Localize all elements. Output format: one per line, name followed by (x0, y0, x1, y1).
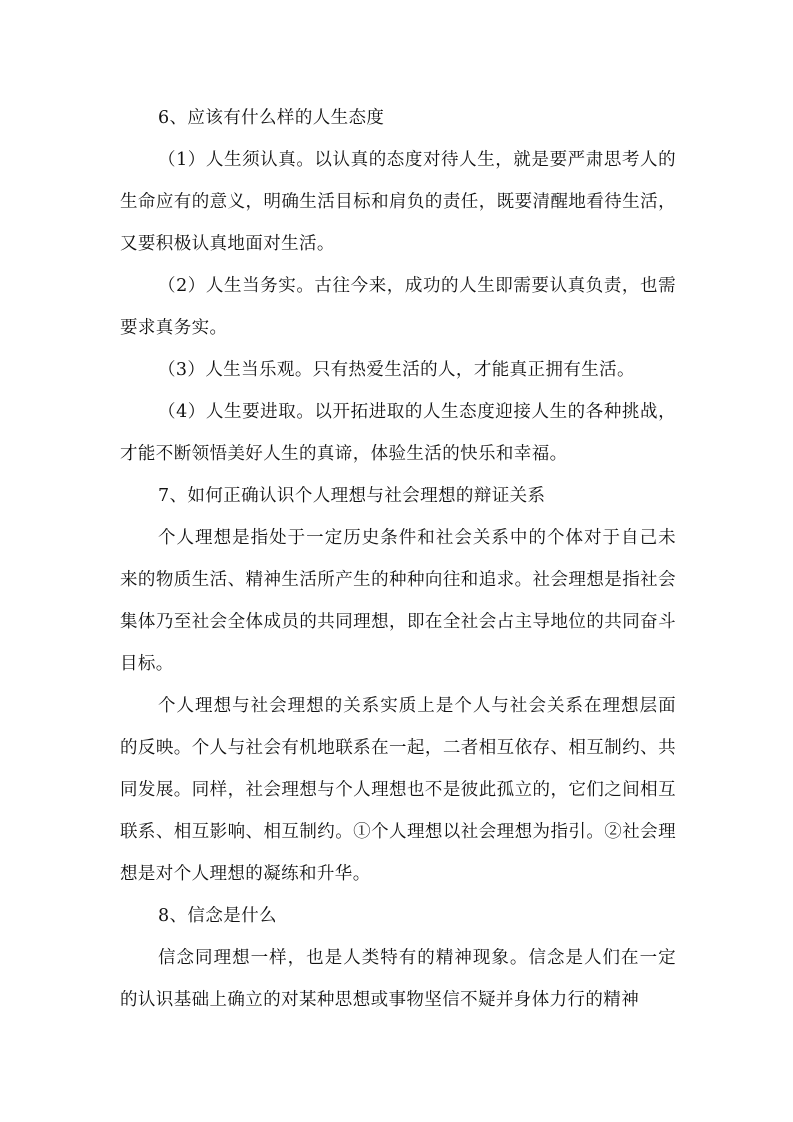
body-paragraph-ideal-relationship: 个人理想与社会理想的关系实质上是个人与社会关系在理想层面的反映。个人与社会有机地联系在一起，二者相互依存、相互制约、共同发展。同样，社会理想与个人理想也不是彼此孤立的，它们之间相互联系、相互影响、相互制约。①个人理想以社会理想为指引。②社会理想是对个人理想的凝练和升华。 (120, 696, 676, 884)
section-heading-8: 8、信念是什么 (158, 906, 277, 926)
body-paragraph-belief: 信念同理想一样，也是人类特有的精神现象。信念是人们在一定的认识基础上确立的对某种思想或事物坚信不疑并身体力行的精神 (120, 948, 676, 1010)
attitude-item-3: （3）人生当乐观。只有热爱生活的人，才能真正拥有生活。 (158, 360, 635, 380)
document-page (120, 97, 676, 1021)
section-heading-6: 6、应该有什么样的人生态度 (158, 108, 385, 128)
section-heading-7: 7、如何正确认识个人理想与社会理想的辩证关系 (158, 486, 546, 506)
attitude-item-2: （2）人生当务实。古往今来，成功的人生即需要认真负责，也需要求真务实。 (120, 276, 676, 338)
body-paragraph-ideal-definition: 个人理想是指处于一定历史条件和社会关系中的个体对于自己未来的物质生活、精神生活所产生的种种向往和追求。社会理想是指社会集体乃至社会全体成员的共同理想，即在全社会占主导地位的共同奋斗目标。 (120, 528, 676, 674)
attitude-item-4: （4）人生要进取。以开拓进取的人生态度迎接人生的各种挑战，才能不断领悟美好人生的真谛，体验生活的快乐和幸福。 (120, 402, 676, 464)
attitude-item-1: （1）人生须认真。以认真的态度对待人生，就是要严肃思考人的生命应有的意义，明确生活目标和肩负的责任，既要清醒地看待生活，又要积极认真地面对生活。 (120, 150, 676, 254)
